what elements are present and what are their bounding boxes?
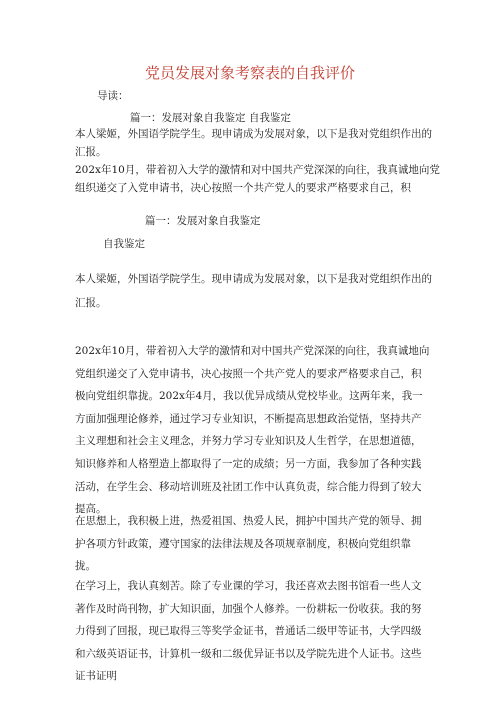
paragraph-text: 202x年10月，带着初入大学的激情和对中国共产党深深的向往，我真诚地向党组织递交了入党申请书，决心按照一个共产党人的要求严格要求自己，积极向党组织靠拢。202x年4月，我以优异成绩从党校毕业。这两年来，我一方面加强理论修养，通过学习专业知识，不断提高思想政治觉悟，坚持共产主义理想和社会主义理念，并努力学习专业知识及人生哲学，在思想道德，知识修养和人格塑造上都取得了一定的成绩；另一方面，我参加了各种实践活动，在学生会、移动培训班及社团工作中认真负责，综合能力得到了较大提高。 (75, 345, 430, 516)
part1-heading: 篇一：发展对象自我鉴定 自我鉴定 (130, 112, 291, 124)
guide-label: 导读： (97, 90, 129, 102)
summary-line: 汇报。 (75, 146, 107, 158)
intro-line: 本人梁姬，外国语学院学生。现申请成为发展对象，以下是我对党组织作出的 (75, 273, 432, 285)
paragraph-study (75, 575, 430, 688)
summary-line: 组织递交了入党申请书，决心按照一个共产党人的要求严格要求自己，积 (75, 182, 411, 194)
summary-line: 202x年10月，带着初入大学的激情和对中国共产党深深的向往，我真诚地向党 (75, 164, 440, 176)
paragraph-text: 在学习上，我认真刻苦。除了专业课的学习，我还喜欢去图书馆看一些人文著作及时尚刊物，扩大知识面，加强个人修养。一份耕耘一份收获。我的努力得到了回报，现已取得三等奖学金证书，普通话二级甲等证书，大学四级和六级英语证书，计算机一级和二级优异证书以及学院先进个人证书。这些证书证明 (75, 580, 422, 683)
self-appraisal-heading: 自我鉴定 (103, 238, 145, 250)
document-title: 党员发展对象考察表的自我评价 (144, 64, 355, 82)
summary-line: 本人梁姬，外国语学院学生。现申请成为发展对象，以下是我对党组织作出的 (75, 128, 432, 140)
paragraph-application (75, 340, 430, 521)
paragraph-thought (75, 510, 430, 578)
paragraph-text: 在思想上，我积极上进，热爱祖国、热爱人民，拥护中国共产党的领导、拥护各项方针政策，遵守国家的法律法规及各项规章制度，积极向党组织靠拢。 (75, 515, 422, 573)
intro-line: 汇报。 (75, 297, 107, 309)
part1-heading-repeat: 篇一：发展对象自我鉴定 (145, 215, 261, 227)
